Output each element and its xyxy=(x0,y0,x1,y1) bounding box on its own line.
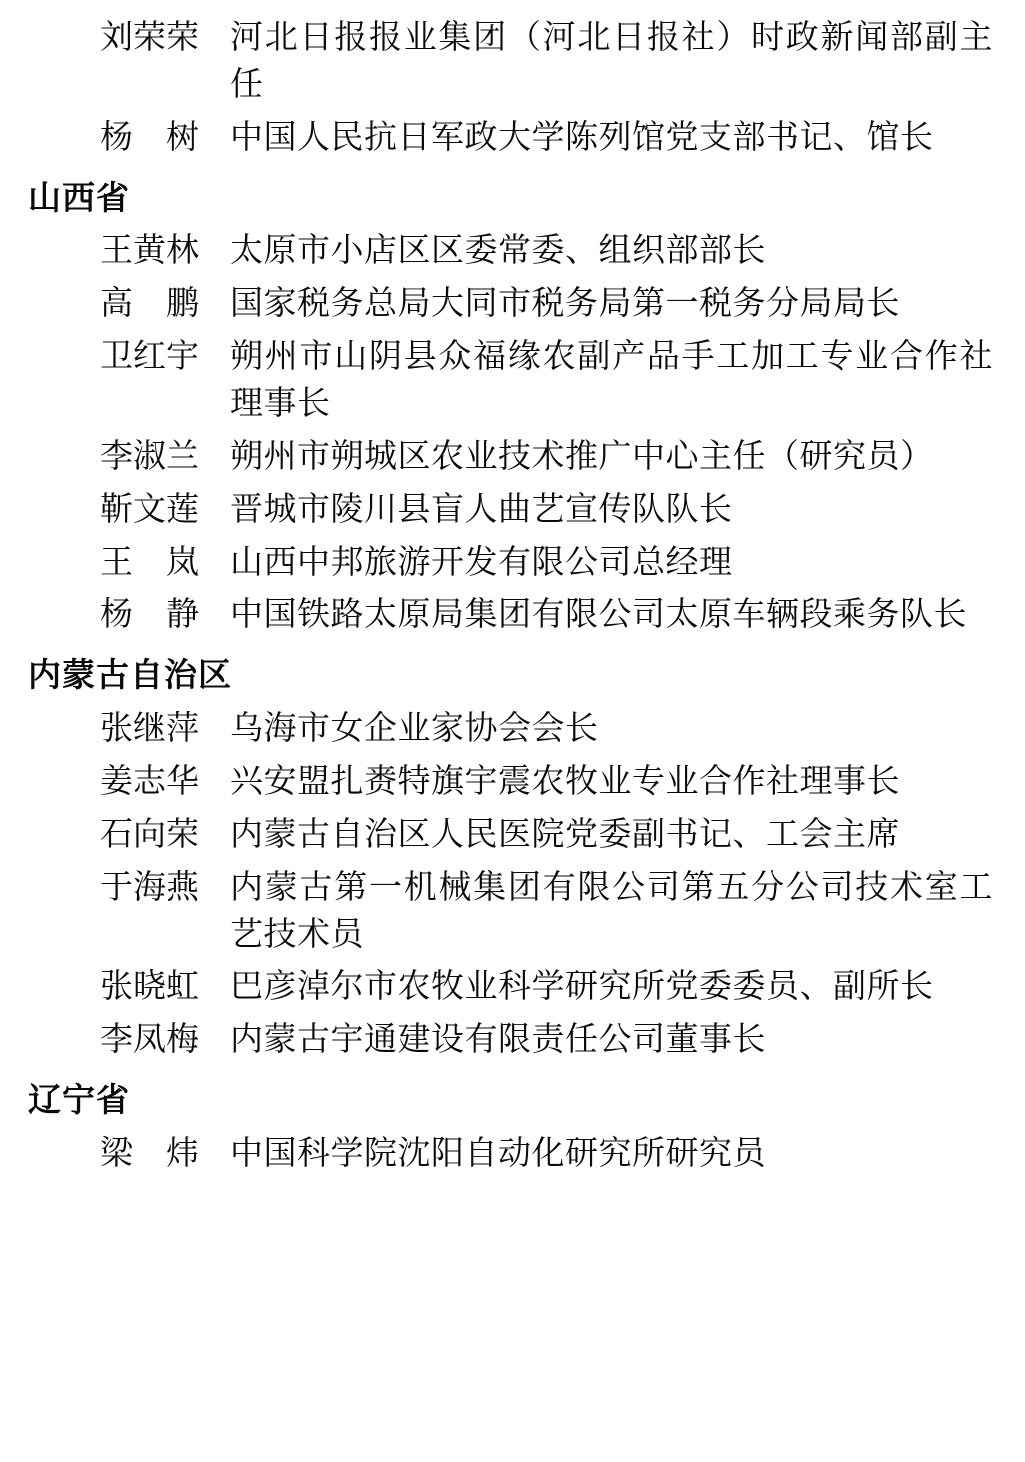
list-item xyxy=(22,14,997,108)
list-item xyxy=(22,705,997,752)
recipient-title: 朔州市山阴县众福缘农副产品手工加工专业合作社理事长 xyxy=(230,336,993,423)
list-item xyxy=(22,280,997,327)
recipient-name: 靳文莲 xyxy=(100,488,199,528)
list-item xyxy=(22,539,997,586)
recipient-name: 李淑兰 xyxy=(100,435,199,475)
list-item xyxy=(22,114,997,161)
recipient-title: 内蒙古自治区人民医院党委副书记、工会主席 xyxy=(230,813,900,853)
list-item xyxy=(22,591,997,638)
province-heading: 山西省 xyxy=(28,177,130,217)
recipient-name: 王 岚 xyxy=(100,541,199,581)
recipient-title: 河北日报报业集团（河北日报社）时政新闻部副主任 xyxy=(230,17,993,103)
list-item xyxy=(22,333,997,427)
recipient-name: 王黄林 xyxy=(100,230,199,270)
recipient-name: 李凤梅 xyxy=(100,1019,199,1059)
recipient-title: 中国铁路太原局集团有限公司太原车辆段乘务队长 xyxy=(230,594,967,634)
recipient-name: 杨 树 xyxy=(100,116,199,156)
recipient-title: 国家税务总局大同市税务局第一税务分局局长 xyxy=(230,283,900,323)
list-item xyxy=(22,758,997,805)
recipient-title: 内蒙古第一机械集团有限公司第五分公司技术室工艺技术员 xyxy=(230,866,993,953)
recipient-title: 兴安盟扎赉特旗宇震农牧业专业合作社理事长 xyxy=(230,761,900,801)
recipient-name: 杨 静 xyxy=(100,594,199,634)
recipient-name: 高 鹏 xyxy=(100,283,199,323)
list-item xyxy=(22,1016,997,1063)
list-item xyxy=(22,963,997,1010)
recipient-name: 张继萍 xyxy=(100,708,199,748)
recipient-name: 石向荣 xyxy=(100,813,199,853)
recipient-title: 太原市小店区区委常委、组织部部长 xyxy=(230,230,766,270)
recipient-name: 卫红宇 xyxy=(100,336,199,376)
recipient-title: 晋城市陵川县盲人曲艺宣传队队长 xyxy=(230,488,733,528)
list-item xyxy=(22,486,997,533)
recipient-title: 中国人民抗日军政大学陈列馆党支部书记、馆长 xyxy=(230,116,934,156)
recipient-title: 朔州市朔城区农业技术推广中心主任（研究员） xyxy=(230,435,934,475)
recipient-name: 于海燕 xyxy=(100,866,199,906)
list-item xyxy=(22,433,997,480)
list-item xyxy=(22,811,997,858)
award-recipient-list xyxy=(22,14,997,1177)
recipient-title: 中国科学院沈阳自动化研究所研究员 xyxy=(230,1133,766,1173)
recipient-name: 姜志华 xyxy=(100,761,199,801)
recipient-title: 巴彦淖尔市农牧业科学研究所党委委员、副所长 xyxy=(230,966,934,1006)
list-item xyxy=(22,227,997,274)
recipient-name: 张晓虹 xyxy=(100,966,199,1006)
recipient-name: 梁 炜 xyxy=(100,1133,199,1173)
list-item xyxy=(22,864,997,958)
recipient-title: 内蒙古宇通建设有限责任公司董事长 xyxy=(230,1019,766,1059)
list-item xyxy=(22,1130,997,1177)
recipient-title: 山西中邦旅游开发有限公司总经理 xyxy=(230,541,733,581)
recipient-title: 乌海市女企业家协会会长 xyxy=(230,708,599,748)
recipient-name: 刘荣荣 xyxy=(100,17,199,56)
province-heading: 辽宁省 xyxy=(28,1080,130,1120)
province-heading: 内蒙古自治区 xyxy=(28,655,232,695)
